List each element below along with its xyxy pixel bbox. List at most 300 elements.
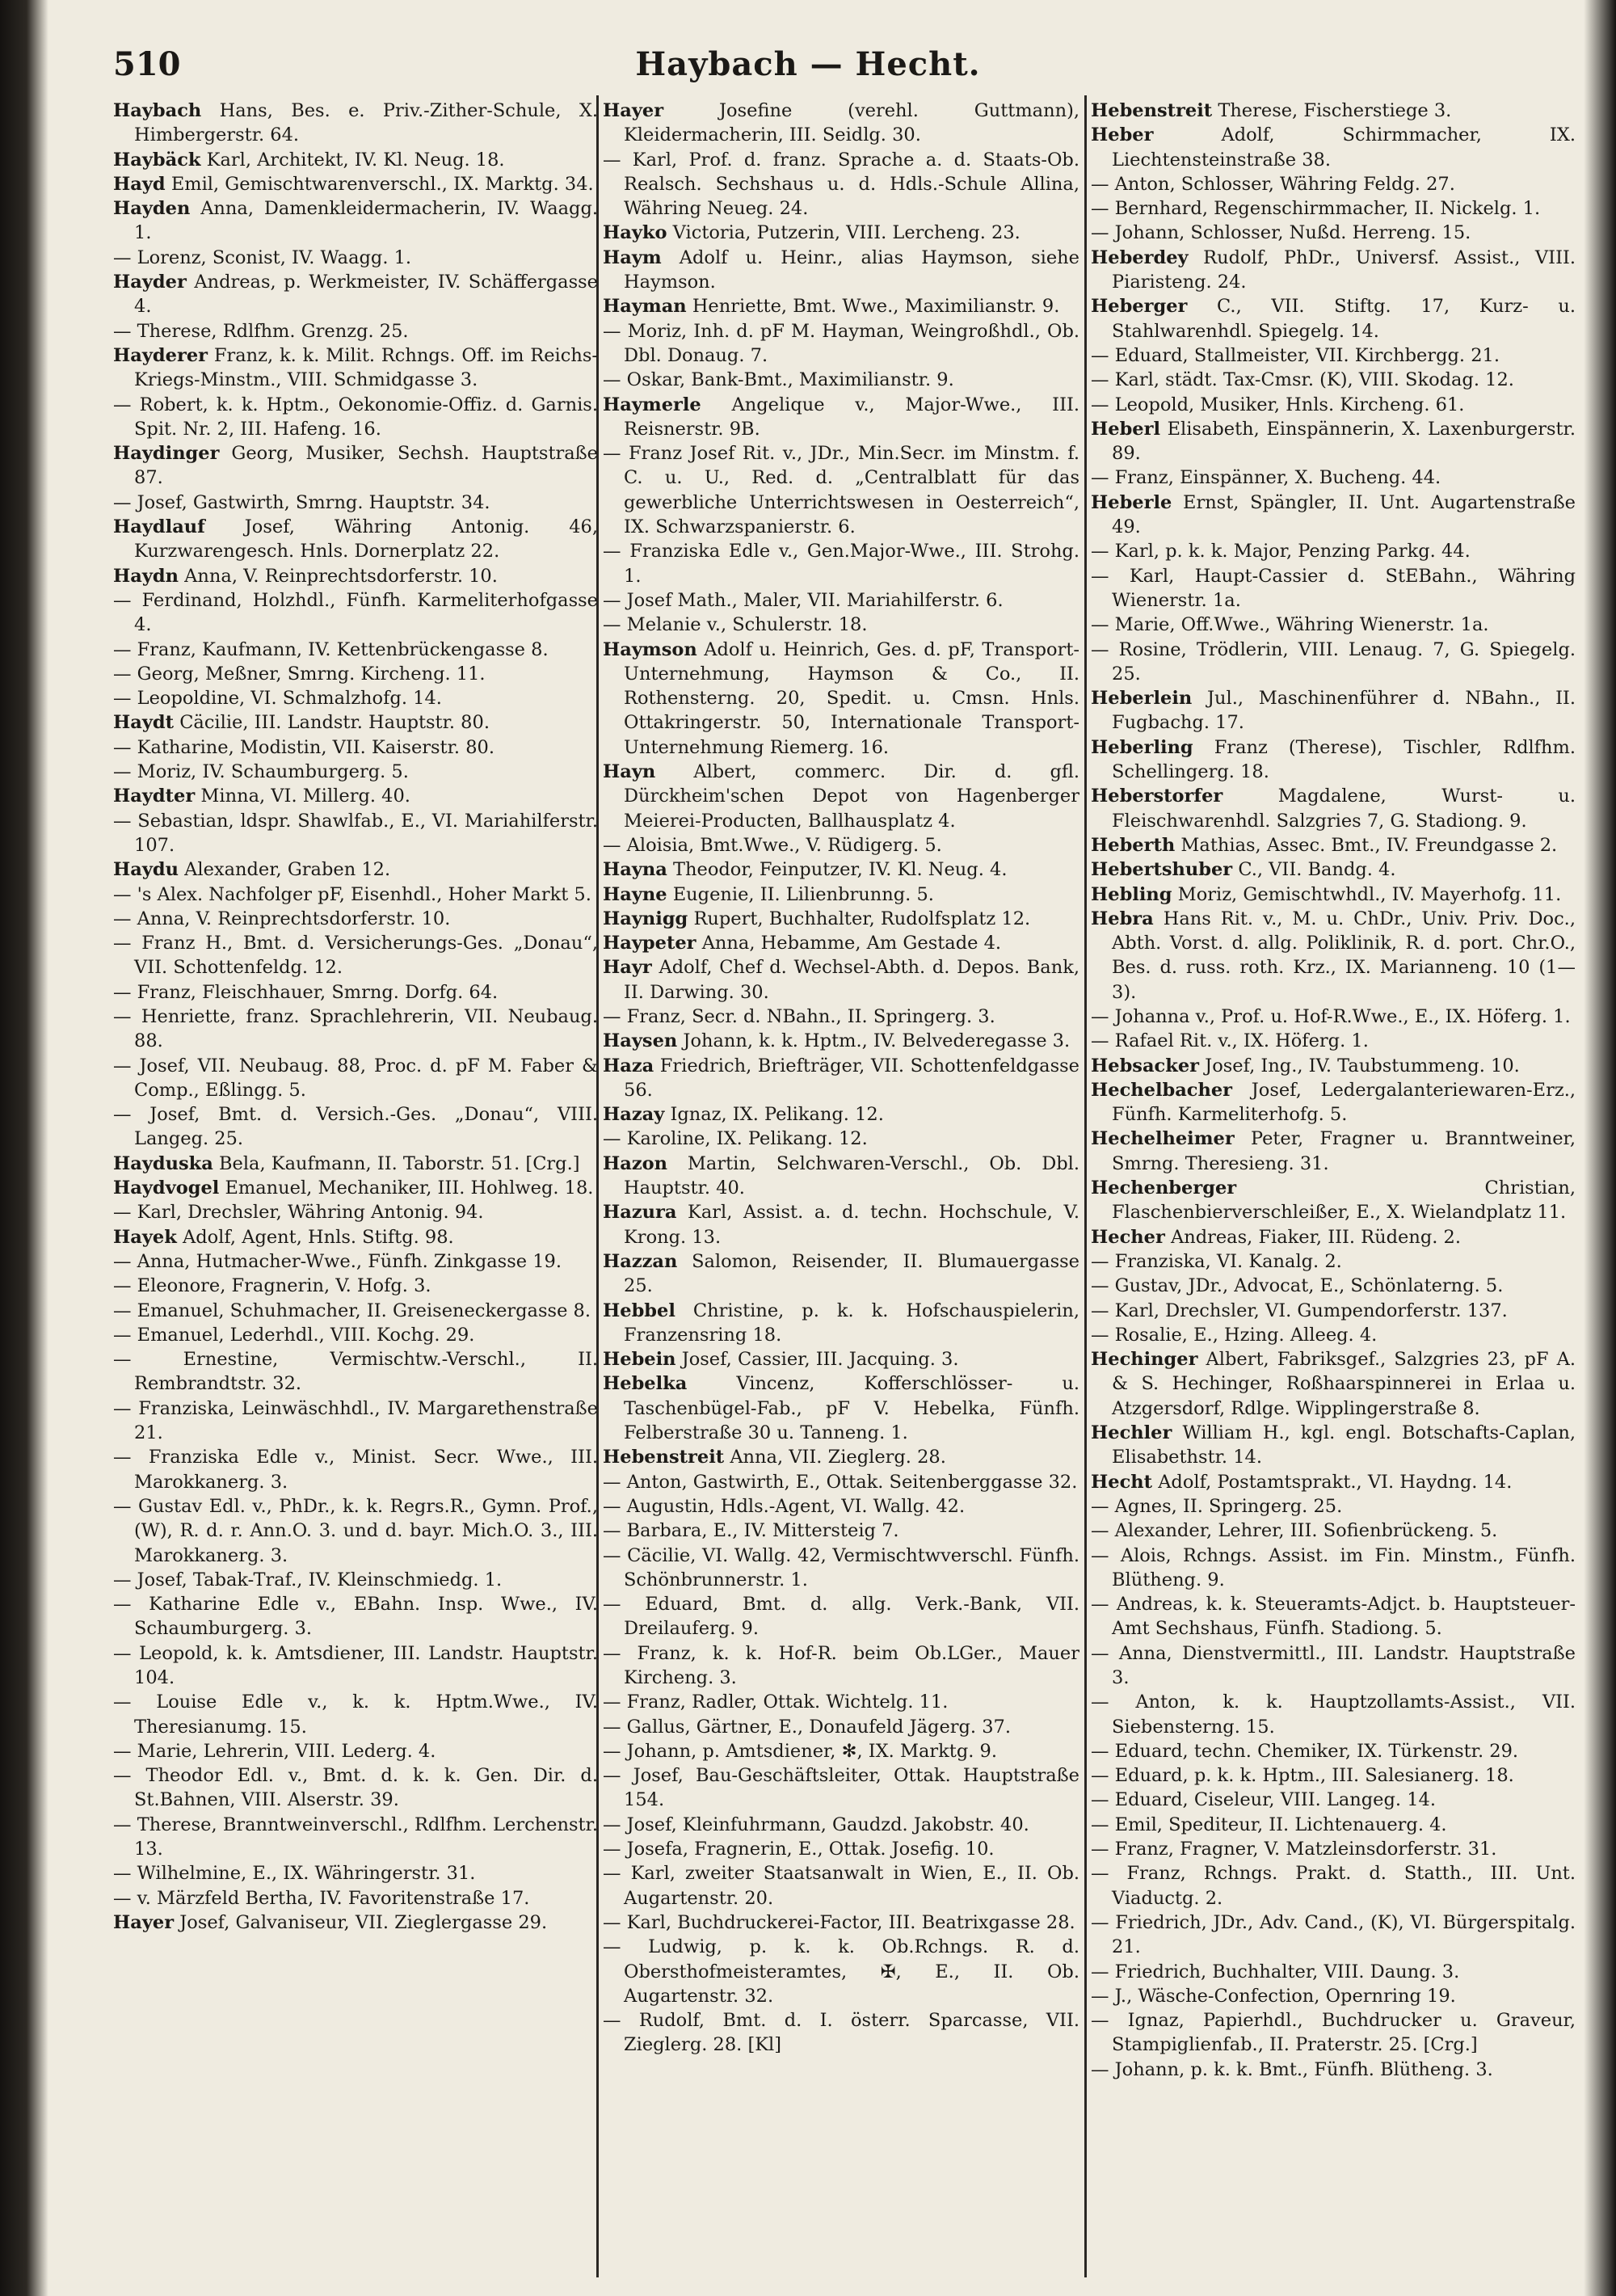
entry-surname: Hayduska	[113, 1152, 213, 1174]
directory-entry	[1091, 393, 1576, 417]
directory-entry	[113, 99, 598, 148]
entry-text: Theodor, Feinputzer, IV. Kl. Neug. 4.	[673, 859, 1008, 881]
entry-text: Magdalene, Wurst- u. Fleischwarenhdl. Salzgries 7, G. Stadiong. 9.	[1112, 786, 1576, 832]
directory-entry	[113, 784, 598, 808]
entry-surname: Haymerle	[603, 394, 701, 415]
entry-text: — Josef, Tabak-Traf., IV. Kleinschmiedg. 1.	[113, 1569, 503, 1590]
entry-text: — Marie, Lehrerin, VIII. Lederg. 4.	[113, 1740, 436, 1762]
entry-text: — Anna, V. Reinprechtsdorferstr. 10.	[113, 908, 451, 929]
entry-text: — Gustav, JDr., Advocat, E., Schönlaterng. 5.	[1091, 1275, 1504, 1297]
entry-text: — Katharine Edle v., EBahn. Insp. Wwe., IV. Schaumburgerg. 3.	[113, 1594, 598, 1640]
entry-text: Martin, Selchwaren-Verschl., Ob. Dbl. Hauptstr. 40.	[624, 1152, 1079, 1199]
entry-text: — Augustin, Hdls.-Agent, VI. Wallg. 42.	[603, 1495, 966, 1517]
directory-entry	[603, 1641, 1079, 1691]
entry-text: Anna, VII. Zieglerg. 28.	[730, 1447, 946, 1468]
entry-surname: Heberlein	[1091, 688, 1193, 710]
entry-text: Mathias, Assec. Bmt., IV. Freundgasse 2.	[1180, 834, 1558, 856]
entry-text: Franz, k. k. Milit. Rchngs. Off. im Reichs-Kriegs-Minstm., VIII. Schmidgasse 3.	[134, 344, 598, 391]
entry-text: William H., kgl. engl. Botschafts-Caplan, Elisabethstr. 14.	[1112, 1422, 1576, 1468]
entry-text: Josef, Galvaniseur, VII. Zieglergasse 29.	[179, 1911, 548, 1933]
entry-text: — Oskar, Bank-Bmt., Maximilianstr. 9.	[603, 369, 954, 391]
entry-text: — Johann, p. Amtsdiener, ✻, IX. Marktg. 9.	[603, 1740, 998, 1762]
entry-text: Adolf, Postamtsprakt., VI. Haydng. 14.	[1158, 1471, 1513, 1493]
directory-entry	[1091, 1837, 1576, 1861]
directory-entry	[603, 1690, 1079, 1714]
entry-text: — Leopold, Musiker, Hnls. Kircheng. 61.	[1091, 394, 1465, 415]
entry-text: — Wilhelmine, E., IX. Währingerstr. 31.	[113, 1863, 476, 1885]
entry-text: — Alois, Rchngs. Assist. im Fin. Minstm., Fünfh. Blütheng. 9.	[1091, 1544, 1576, 1590]
entry-text: — Friedrich, Buchhalter, VIII. Daung. 3.	[1091, 1961, 1460, 1982]
directory-entry	[603, 1445, 1079, 1469]
entry-surname: Haysen	[603, 1030, 678, 1052]
directory-entry	[1091, 1127, 1576, 1176]
directory-entry	[1091, 1323, 1576, 1347]
entry-text: — Eduard, p. k. k. Hptm., III. Salesianerg. 18.	[1091, 1765, 1514, 1787]
directory-entry	[1091, 638, 1576, 687]
entry-text: Franz (Therese), Tischler, Rdlfhm. Schellingerg. 18.	[1112, 736, 1576, 783]
entry-text: — Franz, Rchngs. Prakt. d. Statth., III. Unt. Viaductg. 2.	[1091, 1863, 1576, 1909]
entry-text: Adolf, Agent, Hnls. Stiftg. 98.	[182, 1226, 454, 1248]
entry-text: — Franz H., Bmt. d. Versicherungs-Ges. „Donau“, VII. Schottenfeldg. 12.	[113, 933, 598, 979]
entry-surname: Hechler	[1091, 1422, 1172, 1444]
directory-entry	[1091, 907, 1576, 1005]
entry-text: — Robert, k. k. Hptm., Oekonomie-Offiz. d. Garnis. Spit. Nr. 2, III. Hafeng. 16.	[113, 394, 598, 440]
directory-entry	[113, 515, 598, 564]
directory-entry	[1091, 1763, 1576, 1788]
entry-surname: Hayek	[113, 1226, 177, 1248]
entry-surname: Hayer	[603, 100, 664, 121]
entry-text: Hans Rit. v., M. u. ChDr., Univ. Priv. Doc., Abth. Vorst. d. allg. Poliklinik, R. d. port. Chr.O., Bes. d. russ. roth. Krz., IX. Marianneng. 10 (1—3).	[1112, 908, 1576, 1003]
entry-text: Josef, Währing Antonig. 46, Kurzwarengesch. Hnls. Dornerplatz 22.	[134, 516, 598, 562]
directory-entry	[603, 246, 1079, 295]
entry-text: — Barbara, E., IV. Mittersteig 7.	[603, 1520, 899, 1542]
entry-text: — Anton, Gastwirth, E., Ottak. Seitenberggasse 32.	[603, 1471, 1078, 1493]
entry-surname: Heberth	[1091, 834, 1176, 856]
entry-text: — Ferdinand, Holzhdl., Fünfh. Karmeliterhofgasse 4.	[113, 589, 598, 636]
entry-text: — Johann, Schlosser, Nußd. Herreng. 15.	[1091, 222, 1471, 244]
directory-entry	[603, 1763, 1079, 1813]
directory-entry	[1091, 246, 1576, 295]
entry-text: Albert, Fabriksgef., Salzgries 23, pF A. & S. Hechinger, Roßhaarspinnerei in Erlaa u. Atzgersdorf, Rdlge. Wipplingerstraße 8.	[1112, 1349, 1576, 1419]
directory-entry	[1091, 686, 1576, 735]
entry-text: — Emanuel, Schuhmacher, II. Greiseneckergasse 8.	[113, 1300, 591, 1321]
directory-entry	[603, 1592, 1079, 1641]
running-head: Haybach — Hecht.	[635, 45, 981, 83]
entry-text: — Josef, Kleinfuhrmann, Gaudzd. Jakobstr. 40.	[603, 1814, 1029, 1835]
entry-text: Ignaz, IX. Pelikang. 12.	[670, 1104, 884, 1126]
entry-surname: Hayd	[113, 173, 166, 195]
directory-entry	[1091, 491, 1576, 540]
directory-entry	[1091, 196, 1576, 221]
entry-surname: Hazon	[603, 1152, 667, 1174]
entry-text: Emanuel, Mechaniker, III. Hohlweg. 18.	[225, 1177, 594, 1199]
entry-text: — Eleonore, Fragnerin, V. Hofg. 3.	[113, 1275, 431, 1297]
entry-surname: Heberle	[1091, 491, 1172, 513]
entry-text: Josef, Ing., IV. Taubstummeng. 10.	[1205, 1055, 1520, 1076]
directory-entry	[1091, 564, 1576, 613]
entry-text: Angelique v., Major-Wwe., III. Reisnerstr. 9B.	[624, 394, 1079, 440]
entry-surname: Hebenstreit	[603, 1447, 725, 1468]
entry-text: Salomon, Reisender, II. Blumauergasse 25.	[624, 1250, 1079, 1297]
entry-text: — Franz, Secr. d. NBahn., II. Springerg. 3.	[603, 1005, 995, 1027]
entry-text: — Georg, Meßner, Smrng. Kircheng. 11.	[113, 663, 486, 685]
entry-text: — Karl, Buchdruckerei-Factor, III. Beatrixgasse 28.	[603, 1911, 1075, 1933]
entry-surname: Hechinger	[1091, 1349, 1198, 1371]
directory-entry	[113, 809, 598, 858]
entry-text: — Henriette, franz. Sprachlehrerin, VII. Neubaug. 88.	[113, 1005, 598, 1052]
entry-text: — Anton, Schlosser, Währing Feldg. 27.	[1091, 173, 1455, 195]
directory-entry	[603, 1249, 1079, 1299]
directory-entry	[1091, 1960, 1576, 1984]
directory-entry	[603, 393, 1079, 442]
entry-text: — 's Alex. Nachfolger pF, Eisenhdl., Hoher Markt 5.	[113, 883, 591, 905]
directory-entry	[1091, 1592, 1576, 1641]
directory-entry	[113, 638, 598, 662]
directory-entry	[603, 955, 1079, 1005]
entry-surname: Haydn	[113, 565, 179, 587]
entry-surname: Haza	[603, 1055, 654, 1076]
directory-entry	[1091, 1005, 1576, 1029]
entry-surname: Haydt	[113, 712, 175, 734]
directory-entry	[1091, 1544, 1576, 1593]
directory-entry	[603, 588, 1079, 613]
directory-entry	[603, 2008, 1079, 2058]
directory-entry	[1091, 539, 1576, 563]
entry-text: — Lorenz, Sconist, IV. Waagg. 1.	[113, 246, 412, 268]
directory-entry	[1091, 294, 1576, 343]
directory-entry	[603, 1544, 1079, 1593]
directory-entry	[113, 1861, 598, 1885]
directory-entry	[1091, 368, 1576, 392]
entry-text: — Andreas, k. k. Steueramts-Adjct. b. Hauptsteuer-Amt Sechshaus, Fünfh. Stadiong. 5.	[1091, 1594, 1576, 1640]
directory-entry	[113, 491, 598, 515]
entry-text: — Theodor Edl. v., Bmt. d. k. k. Gen. Dir. d. St.Bahnen, VIII. Alserstr. 39.	[113, 1765, 598, 1811]
entry-text: — Franziska Edle v., Minist. Secr. Wwe., III. Marokkanerg. 3.	[113, 1447, 598, 1493]
entry-text: Minna, VI. Millerg. 40.	[200, 786, 410, 807]
directory-entry	[603, 99, 1079, 148]
entry-text: — Therese, Rdlfhm. Grenzg. 25.	[113, 320, 409, 342]
entry-text: — Ludwig, p. k. k. Ob.Rchngs. R. d. Obersthofmeisteramtes, ✠, E., II. Ob. Augartenstr. 32.	[603, 1936, 1079, 2007]
entry-text: Josef, Cassier, III. Jacquing. 3.	[681, 1349, 959, 1371]
entry-text: Josef, Ledergalanteriewaren-Erz., Fünfh. Karmeliterhofg. 5.	[1112, 1079, 1576, 1126]
entry-surname: Hebra	[1091, 908, 1154, 929]
entry-text: — Franz, Fragner, V. Matzleinsdorferstr. 31.	[1091, 1839, 1497, 1860]
entry-text: — Karl, p. k. k. Major, Penzing Parkg. 44.	[1091, 541, 1471, 562]
entry-surname: Haym	[603, 246, 662, 268]
entry-text: — Emil, Spediteur, II. Lichtenauerg. 4.	[1091, 1814, 1447, 1835]
directory-entry	[603, 613, 1079, 637]
directory-entry	[113, 1323, 598, 1347]
directory-entry	[113, 857, 598, 882]
directory-entry	[603, 1494, 1079, 1519]
directory-entry	[113, 1200, 598, 1224]
directory-entry	[113, 1005, 598, 1054]
entry-text: Rudolf, PhDr., Universf. Assist., VIII. Piaristeng. 24.	[1112, 246, 1576, 293]
directory-entry	[113, 1347, 598, 1397]
entry-surname: Hebertshuber	[1091, 859, 1233, 881]
entry-text: — Melanie v., Schulerstr. 18.	[603, 614, 868, 636]
entry-text: Victoria, Putzerin, VIII. Lercheng. 23.	[672, 222, 1021, 244]
directory-entry	[603, 221, 1079, 245]
entry-surname: Hayr	[603, 957, 652, 979]
directory-entry	[603, 1837, 1079, 1861]
entry-text: Cäcilie, III. Landstr. Hauptstr. 80.	[179, 712, 490, 734]
entry-surname: Haydlauf	[113, 516, 205, 538]
directory-entry	[1091, 1641, 1576, 1691]
directory-entry	[113, 564, 598, 588]
entry-surname: Hechelheimer	[1091, 1128, 1235, 1150]
entry-text: — Moriz, Inh. d. pF M. Hayman, Weingroßhdl., Ob. Dbl. Donaug. 7.	[603, 320, 1079, 366]
entry-text: Friedrich, Briefträger, VII. Schottenfeldgasse 56.	[624, 1055, 1079, 1101]
directory-entry	[603, 1739, 1079, 1763]
directory-entry	[1091, 1861, 1576, 1911]
directory-entry	[1091, 2058, 1576, 2082]
directory-entry	[1091, 1421, 1576, 1470]
directory-entry	[603, 638, 1079, 760]
directory-entry	[1091, 2008, 1576, 2058]
entry-text: Johann, k. k. Hptm., IV. Belvederegasse 3.	[683, 1030, 1071, 1052]
entry-text: — Karl, Drechsler, Währing Antonig. 94.	[113, 1202, 484, 1224]
entry-surname: Hecher	[1091, 1226, 1165, 1248]
entry-text: — Johanna v., Prof. u. Hof-R.Wwe., E., IX. Höferg. 1.	[1091, 1005, 1571, 1027]
column-1	[113, 99, 598, 2273]
directory-entry	[1091, 833, 1576, 857]
entry-text: — Anna, Hutmacher-Wwe., Fünfh. Zinkgasse 19.	[113, 1250, 562, 1272]
entry-text: — Gallus, Gärtner, E., Donaufeld Jägerg. 37.	[603, 1716, 1012, 1738]
entry-text: — Alexander, Lehrer, III. Sofienbrückeng. 5.	[1091, 1520, 1498, 1542]
entry-surname: Haynigg	[603, 908, 688, 929]
page-number: 510	[113, 45, 181, 83]
entry-text: — Leopold, k. k. Amtsdiener, III. Landstr. Hauptstr. 104.	[113, 1642, 598, 1688]
directory-entry	[1091, 1739, 1576, 1763]
directory-entry	[1091, 1054, 1576, 1078]
entry-surname: Hechenberger	[1091, 1177, 1237, 1199]
directory-entry	[113, 1445, 598, 1494]
directory-entry	[1091, 613, 1576, 637]
entry-surname: Hazura	[603, 1202, 677, 1224]
entry-text: Christine, p. k. k. Hofschauspielerin, Franzensring 18.	[624, 1300, 1079, 1346]
directory-entry	[603, 1054, 1079, 1103]
entry-text: Adolf u. Heinr., alias Haymson, siehe Haymson.	[624, 246, 1079, 293]
directory-entry	[603, 907, 1079, 931]
column-3	[1091, 99, 1576, 2273]
entry-text: — Johann, p. k. k. Bmt., Fünfh. Blütheng. 3.	[1091, 2058, 1493, 2080]
entry-surname: Hebein	[603, 1349, 676, 1371]
entry-text: Eugenie, II. Lilienbrunng. 5.	[672, 883, 934, 905]
directory-entry	[603, 539, 1079, 588]
directory-entry	[1091, 221, 1576, 245]
entry-text: Anna, Damenkleidermacherin, IV. Waagg. 1.	[134, 198, 598, 244]
directory-entry	[113, 1102, 598, 1152]
directory-entry	[603, 1299, 1079, 1348]
entry-surname: Hayna	[603, 859, 667, 881]
directory-entry	[113, 1249, 598, 1274]
entry-text: Andreas, Fiaker, III. Rüdeng. 2.	[1170, 1226, 1461, 1248]
directory-entry	[113, 883, 598, 907]
directory-entry	[113, 1176, 598, 1200]
entry-surname: Haypeter	[603, 933, 696, 954]
entry-text: Josefine (verehl. Guttmann), Kleidermacherin, III. Seidlg. 30.	[624, 100, 1079, 146]
entry-surname: Hebenstreit	[1091, 100, 1213, 121]
directory-entry	[1091, 1274, 1576, 1298]
directory-entry	[603, 294, 1079, 318]
entry-surname: Heberl	[1091, 418, 1161, 440]
entry-surname: Haydu	[113, 859, 179, 881]
entry-text: — Rudolf, Bmt. d. I. österr. Sparcasse, VII. Zieglerg. 28. [Kl]	[603, 2010, 1079, 2056]
directory-entry	[603, 1935, 1079, 2008]
entry-surname: Haymson	[603, 638, 697, 660]
entry-surname: Hayn	[603, 761, 656, 783]
directory-entry	[603, 1200, 1079, 1249]
entry-surname: Heberling	[1091, 736, 1193, 758]
entry-text: — Aloisia, Bmt.Wwe., V. Rüdigerg. 5.	[603, 834, 942, 856]
entry-surname: Hayko	[603, 222, 667, 244]
entry-text: Ernst, Spängler, II. Unt. Augartenstraße 49.	[1112, 491, 1576, 538]
entry-text: C., VII. Bandg. 4.	[1238, 859, 1396, 881]
entry-text: — Franz Josef Rit. v., JDr., Min.Secr. im Minstm. f. C. u. U., Red. d. „Centralblatt für das gewerbliche Unterrichtswesen in Oesterreich“, IX. Schwarzspanierstr. 6.	[603, 443, 1079, 538]
directory-entry	[603, 1152, 1079, 1201]
entry-surname: Haybach	[113, 100, 202, 121]
directory-entry	[113, 1739, 598, 1763]
entry-text: Adolf, Chef d. Wechsel-Abth. d. Depos. Bank, II. Darwing. 30.	[624, 957, 1079, 1003]
entry-surname: Hechelbacher	[1091, 1079, 1233, 1101]
entry-text: — Agnes, II. Springerg. 25.	[1091, 1495, 1343, 1517]
entry-text: — Karl, städt. Tax-Cmsr. (K), VIII. Skodag. 12.	[1091, 369, 1514, 391]
entry-text: — Anna, Dienstvermittl., III. Landstr. Hauptstraße 3.	[1091, 1642, 1576, 1688]
entry-text: — Karl, Haupt-Cassier d. StEBahn., Währing Wienerstr. 1a.	[1091, 565, 1576, 611]
entry-text: Elisabeth, Einspännerin, X. Laxenburgerstr. 89.	[1112, 418, 1576, 465]
directory-entry	[113, 319, 598, 343]
entry-text: — Emanuel, Lederhdl., VIII. Kochg. 29.	[113, 1324, 475, 1346]
directory-entry	[113, 270, 598, 319]
entry-surname: Hebsacker	[1091, 1055, 1200, 1076]
directory-entry	[1091, 123, 1576, 172]
entry-text: — Sebastian, ldspr. Shawlfab., E., VI. Mariahilferstr. 107.	[113, 810, 598, 856]
entry-text: Jul., Maschinenführer d. NBahn., II. Fugbachg. 17.	[1112, 688, 1576, 734]
directory-entry	[603, 883, 1079, 907]
directory-entry	[603, 1715, 1079, 1739]
entry-text: Henriette, Bmt. Wwe., Maximilianstr. 9.	[692, 296, 1060, 318]
entry-text: — Louise Edle v., k. k. Hptm.Wwe., IV. Theresianumg. 15.	[113, 1691, 598, 1738]
entry-surname: Heberdey	[1091, 246, 1189, 268]
column-2	[603, 99, 1079, 2273]
directory-entry	[113, 1763, 598, 1813]
directory-entry	[1091, 172, 1576, 196]
entry-surname: Hazzan	[603, 1250, 678, 1272]
entry-surname: Heberstorfer	[1091, 786, 1223, 807]
entry-surname: Hebbel	[603, 1300, 675, 1321]
directory-entry	[113, 1494, 598, 1568]
entry-text: — Karl, Prof. d. franz. Sprache a. d. Staats-Ob. Realsch. Sechshaus u. d. Hdls.-Schule Allina, Währing Neueg. 24.	[603, 149, 1079, 220]
directory-entry	[603, 1029, 1079, 1053]
entry-text: Christian, Flaschenbierverschleißer, E., X. Wielandplatz 11.	[1112, 1177, 1576, 1224]
entry-text: Karl, Assist. a. d. techn. Hochschule, V. Krong. 13.	[624, 1202, 1079, 1248]
entry-text: — Franziska, Leinwäschhdl., IV. Margarethenstraße 21.	[113, 1397, 598, 1444]
entry-text: — Rosalie, E., Hzing. Alleeg. 4.	[1091, 1324, 1378, 1346]
directory-entry	[1091, 857, 1576, 882]
entry-text: — Cäcilie, VI. Wallg. 42, Vermischtwverschl. Fünfh. Schönbrunnerstr. 1.	[603, 1544, 1079, 1590]
directory-entry	[1091, 1470, 1576, 1494]
entry-text: — Eduard, Bmt. d. allg. Verk.-Bank, VII. Dreilauferg. 9.	[603, 1594, 1079, 1640]
column-rule	[1084, 95, 1087, 2277]
entry-text: Karl, Architekt, IV. Kl. Neug. 18.	[206, 149, 505, 171]
entry-text: — Eduard, Stallmeister, VII. Kirchbergg. 21.	[1091, 344, 1500, 366]
directory-entry	[113, 1225, 598, 1249]
directory-entry	[113, 686, 598, 710]
entry-surname: Heberger	[1091, 296, 1188, 318]
entry-surname: Haydvogel	[113, 1177, 220, 1199]
directory-entry	[113, 1911, 598, 1935]
directory-entry	[113, 760, 598, 784]
directory-entry	[603, 1911, 1079, 1935]
directory-entry	[113, 662, 598, 686]
directory-entry	[113, 1152, 598, 1176]
entry-surname: Hecht	[1091, 1471, 1153, 1493]
entry-text: Albert, commerc. Dir. d. gfl. Dürckheim'schen Depot von Hagenberger Meierei-Producten, Ballhausplatz 4.	[624, 761, 1079, 832]
entry-surname: Hebelka	[603, 1373, 688, 1395]
directory-entry	[603, 931, 1079, 955]
entry-surname: Haybäck	[113, 149, 201, 171]
entry-text: — Eduard, techn. Chemiker, IX. Türkenstr. 29.	[1091, 1740, 1519, 1762]
entry-text: — Franziska Edle v., Gen.Major-Wwe., III. Strohg. 1.	[603, 541, 1079, 587]
directory-entry	[1091, 1788, 1576, 1812]
entry-text: — Friedrich, JDr., Adv. Cand., (K), VI. Bürgerspitalg. 21.	[1091, 1911, 1576, 1958]
entry-text: — Katharine, Modistin, VII. Kaiserstr. 80.	[113, 736, 494, 758]
entry-text: Adolf u. Heinrich, Ges. d. pF, Transport-Unternehmung, Haymson & Co., II. Rothensterng. 20, Spedit. u. Cmsn. Hnls. Ottakringerstr. 50, Internationale Transport-Unternehmung Riemerg. 16.	[624, 638, 1079, 758]
entry-text: — Moriz, IV. Schaumburgerg. 5.	[113, 761, 409, 783]
entry-text: — J., Wäsche-Confection, Opernring 19.	[1091, 1985, 1456, 2007]
entry-text: — Franz, Kaufmann, IV. Kettenbrückengasse 8.	[113, 638, 549, 660]
directory-entry	[113, 1592, 598, 1641]
entry-surname: Hayder	[113, 272, 187, 293]
directory-entry	[113, 1299, 598, 1323]
entry-surname: Hayman	[603, 296, 687, 318]
directory-entry	[603, 441, 1079, 539]
directory-entry	[1091, 1494, 1576, 1519]
entry-text: — Josef, Gastwirth, Smrng. Hauptstr. 34.	[113, 491, 490, 513]
directory-entry	[1091, 1176, 1576, 1225]
directory-entry	[113, 710, 598, 735]
entry-text: — Josefa, Fragnerin, E., Ottak. Josefig. 10.	[603, 1839, 995, 1860]
directory-entry	[1091, 1813, 1576, 1837]
entry-text: Andreas, p. Werkmeister, IV. Schäffergasse 4.	[134, 272, 598, 318]
entry-text: — Anton, k. k. Hauptzollamts-Assist., VII. Siebensterng. 15.	[1091, 1691, 1576, 1738]
entry-surname: Hebling	[1091, 883, 1172, 905]
entry-text: — Marie, Off.Wwe., Währing Wienerstr. 1a.	[1091, 614, 1489, 636]
directory-entry	[113, 931, 598, 980]
directory-entry	[113, 1813, 598, 1862]
entry-surname: Hayne	[603, 883, 667, 905]
entry-text: — Gustav Edl. v., PhDr., k. k. Regrs.R., Gymn. Prof., (W), R. d. r. Ann.O. 3. und d. bayr. Mich.O. 3., III. Marokkanerg. 3.	[113, 1495, 598, 1566]
entry-text: C., VII. Stiftg. 17, Kurz- u. Stahlwarenhdl. Spiegelg. 14.	[1112, 296, 1576, 342]
entry-surname: Hayer	[113, 1911, 175, 1933]
entry-text: — Franz, Einspänner, X. Bucheng. 44.	[1091, 467, 1441, 489]
entry-text: Anna, Hebamme, Am Gestade 4.	[701, 933, 1002, 954]
directory-entry	[113, 1568, 598, 1592]
entry-text: — Bernhard, Regenschirmmacher, II. Nickelg. 1.	[1091, 198, 1541, 220]
entry-text: — Josef, VII. Neubaug. 88, Proc. d. pF M. Faber & Comp., Eßlingg. 5.	[113, 1055, 598, 1101]
directory-entry	[113, 980, 598, 1005]
entry-text: — Josef, Bau-Geschäftsleiter, Ottak. Hauptstraße 154.	[603, 1765, 1079, 1811]
entry-text: — Franz, Fleischhauer, Smrng. Dorfg. 64.	[113, 981, 499, 1003]
directory-entry	[113, 1886, 598, 1911]
directory-entry	[113, 393, 598, 442]
entry-text: — Karl, Drechsler, VI. Gumpendorferstr. 137.	[1091, 1300, 1508, 1321]
directory-entry	[603, 1127, 1079, 1151]
entry-text: — Karoline, IX. Pelikang. 12.	[603, 1128, 868, 1150]
directory-entry	[113, 735, 598, 760]
directory-entry	[603, 319, 1079, 369]
